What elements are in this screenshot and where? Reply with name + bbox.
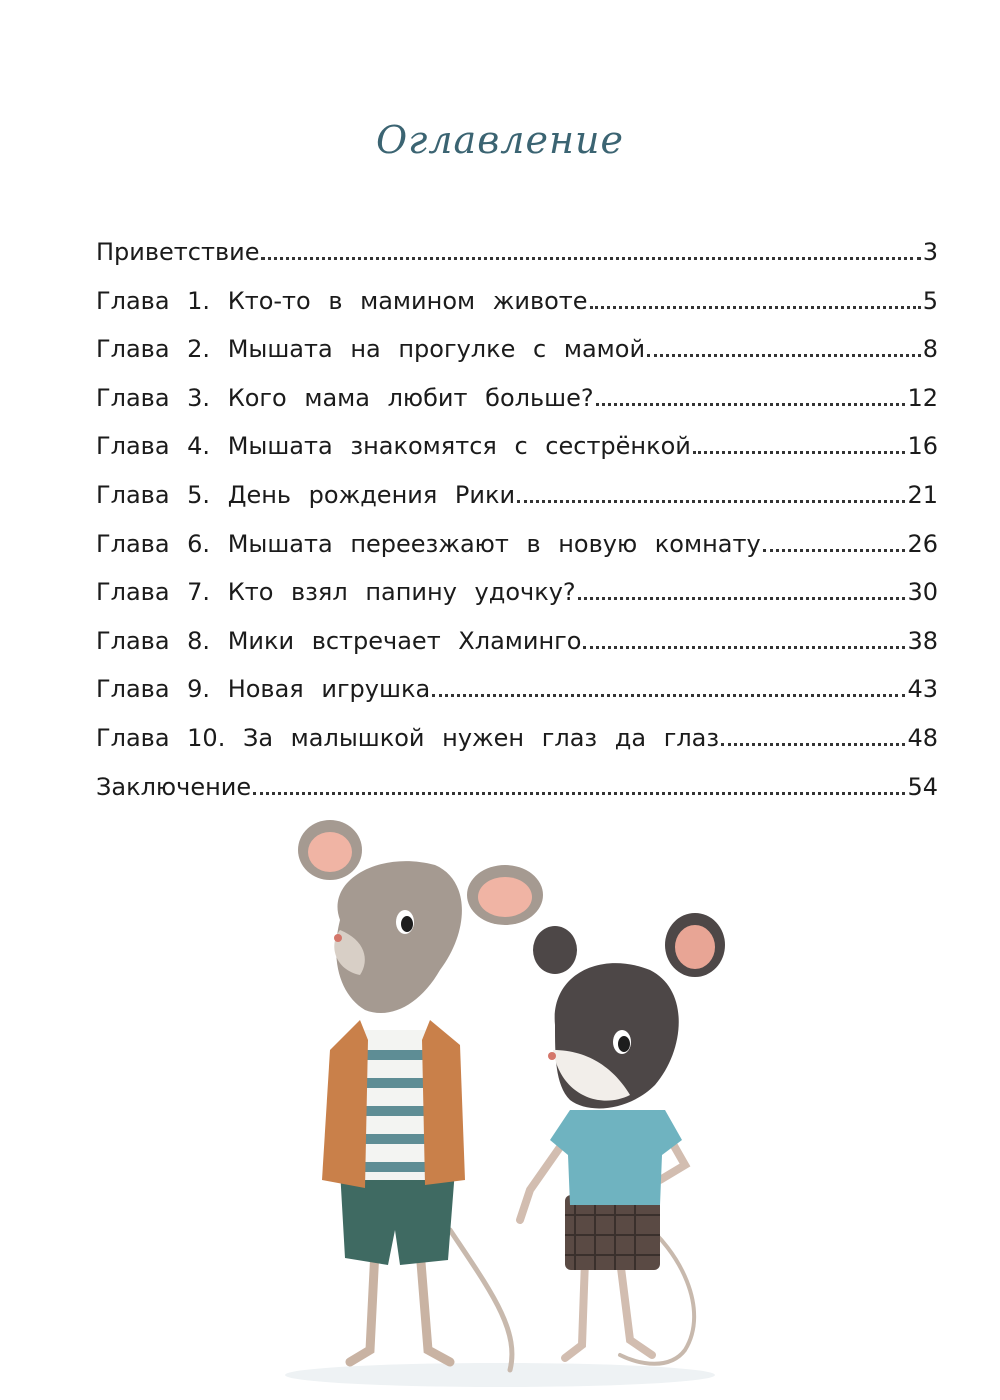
dot-leader — [763, 549, 906, 552]
toc-entry-page: 5 — [922, 286, 938, 315]
toc-entry-label: Приветствие — [96, 238, 260, 266]
toc-entry-page: 38 — [907, 626, 938, 655]
toc-entry — [96, 335, 938, 384]
toc-entry-label: Глава 3. Кого мама любит больше? — [96, 383, 594, 412]
toc-entry — [96, 432, 938, 481]
toc-entry-label: Глава 4. Мышата знакомятся с сестрёнкой — [96, 432, 691, 461]
toc-entry-page: 54 — [907, 772, 938, 801]
toc-entry — [96, 530, 938, 579]
dot-leader — [578, 597, 906, 600]
toc-entry — [96, 238, 938, 287]
toc-entry-label: Глава 5. День рождения Рики — [96, 480, 516, 509]
toc-entry-label: Глава 10. За малышкой нужен глаз да глаз — [96, 723, 720, 752]
tall-mouse — [298, 820, 543, 1370]
toc-entry-page: 8 — [922, 335, 938, 364]
dot-leader — [647, 354, 921, 357]
dot-leader — [721, 743, 905, 746]
dot-leader — [596, 403, 906, 406]
dot-leader — [261, 257, 920, 260]
ground-shadow — [285, 1363, 715, 1387]
toc-entry — [96, 627, 938, 676]
dot-leader — [590, 306, 921, 309]
toc-entry-page: 21 — [907, 480, 938, 509]
toc-entry — [96, 481, 938, 530]
toc-entry-page: 43 — [907, 675, 938, 704]
two-mice-illustration — [270, 810, 740, 1390]
toc-entry-page: 26 — [907, 529, 938, 558]
toc-entry — [96, 384, 938, 433]
toc-entry-page: 12 — [907, 383, 938, 412]
dot-leader — [432, 694, 905, 697]
page-title: Оглавление — [375, 118, 624, 162]
dot-leader — [693, 451, 906, 454]
toc-entry-page: 16 — [907, 432, 938, 461]
toc-entry — [96, 724, 938, 773]
short-mouse — [520, 913, 725, 1364]
toc-entry-label: Глава 2. Мышата на прогулке с мамой — [96, 335, 646, 364]
toc-entry-label: Глава 6. Мышата переезжают в новую комнату — [96, 529, 761, 558]
toc-entry-label: Заключение — [96, 772, 252, 801]
toc-entry-page: 30 — [907, 578, 938, 607]
table-of-contents — [96, 238, 938, 821]
toc-entry-label: Глава 7. Кто взял папину удочку? — [96, 578, 576, 607]
toc-entry-label: Глава 1. Кто-то в мамином животе — [96, 286, 588, 315]
dot-leader — [517, 500, 905, 503]
dot-leader — [583, 646, 905, 649]
toc-entry-page: 48 — [907, 723, 938, 752]
toc-entry — [96, 578, 938, 627]
toc-entry-page: 3 — [922, 238, 938, 266]
toc-entry-label: Глава 9. Новая игрушка — [96, 675, 431, 704]
toc-entry — [96, 675, 938, 724]
dot-leader — [253, 792, 905, 795]
toc-entry — [96, 287, 938, 336]
toc-entry-label: Глава 8. Мики встречает Хламинго — [96, 626, 582, 655]
